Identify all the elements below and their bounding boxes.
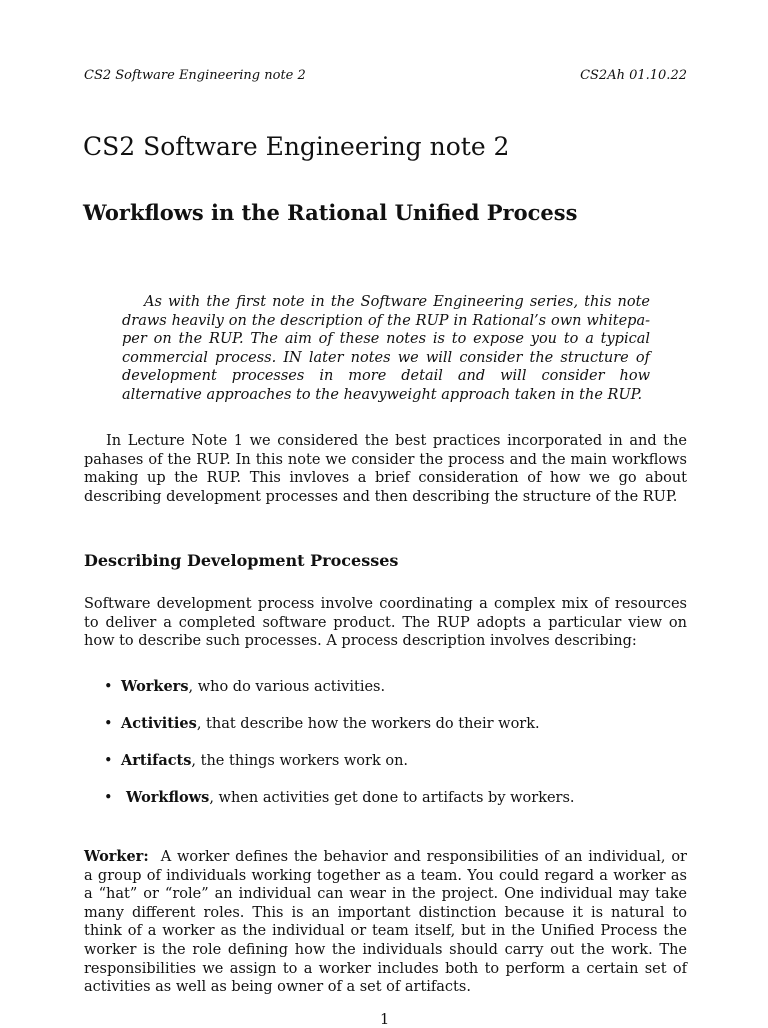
list-item-term: Workers xyxy=(121,678,189,695)
header-course-title: CS2 Software Engineering note 2 xyxy=(84,68,306,83)
bullet-icon: • xyxy=(104,679,113,695)
header-course-date: CS2Ah 01.10.22 xyxy=(580,68,687,83)
list-item xyxy=(104,678,385,695)
section-paragraph: Software development process involve coordinating a complex mix of resources to deliver a completed software product. The RUP adopts a particular view on how to describe such processes. A process description involves describing: xyxy=(84,596,687,650)
bullet-icon: • xyxy=(104,716,113,732)
list-item-text: , when activities get done to artifacts by workers. xyxy=(209,790,575,806)
page-number: 1 xyxy=(380,1012,390,1028)
worker-definition-text: A worker defines the behavior and responsibilities of an individual, or a group of individuals working together as a team. You could regard a worker as a “hat” or “role” an individual can wear in the project. One individual may take many different roles. This is an important distinction because it is natural to think of a worker as the individual or team itself, but in the Unified Process the worker is the role defining how the individuals should carry out the work. The responsibilities we assign to a worker includes both to perform a certain set of activities as well as being owner of a set of artifacts. xyxy=(84,849,687,996)
list-item xyxy=(104,715,540,732)
list-item-text: , that describe how the workers do their work. xyxy=(196,716,540,732)
list-item-term: Activities xyxy=(121,715,197,732)
worker-definition-label: Worker: xyxy=(84,848,149,865)
list-item-text: , the things workers work on. xyxy=(191,753,409,769)
list-item xyxy=(104,752,408,769)
bullet-icon: • xyxy=(104,753,113,769)
section-heading: Describing Development Processes xyxy=(84,551,399,570)
list-item xyxy=(104,789,575,806)
bullet-icon: • xyxy=(104,790,113,806)
list-item-term: Artifacts xyxy=(121,752,192,769)
page-title: CS2 Software Engineering note 2 xyxy=(83,132,510,161)
list-item-text: , who do various activities. xyxy=(188,679,386,695)
list-item-term: Workflows xyxy=(126,789,210,806)
worker-definition xyxy=(84,848,687,997)
intro-paragraph: In Lecture Note 1 we considered the best practices incorporated in and the pahases of the RUP. In this note we consider the process and the main workflows making up the RUP. This invloves a brief consideration of how we go about describing development processes and then describing the structure of the RUP. xyxy=(84,433,687,505)
page-subtitle: Workflows in the Rational Unified Process xyxy=(83,200,578,225)
abstract-paragraph: As with the first note in the Software Engineering series, this note draws heavily on the description of the RUP in Rational’s own whitepaper on the RUP. The aim of these notes is to expose you to a typical commercial process. IN later notes we will consider the structure of development processes in more detail and will consider how alternative approaches to the heavyweight approach taken in the RUP. xyxy=(122,294,650,403)
